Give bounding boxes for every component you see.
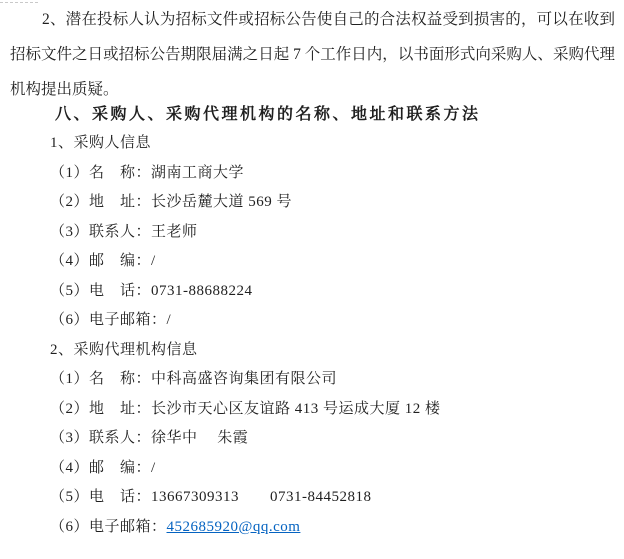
agency-address-row: （2）地 址：长沙市天心区友谊路 413 号运成大厦 12 楼	[50, 400, 441, 417]
purchaser-name-row: （1）名 称：湖南工商大学	[50, 164, 245, 181]
page-edge-artifact	[0, 2, 38, 3]
document-page	[0, 2, 624, 542]
intro-paragraph: 2、潜在投标人认为招标文件或招标公告使自己的合法权益受到损害的，可以在收到招标文件之日或招标公告期限届满之日起 7 个工作日内，以书面形式向采购人、采购代理机构提出质疑。	[10, 11, 615, 98]
agency-phone-row: （5）电 话：13667309313 0731-84452818	[50, 489, 372, 505]
purchaser-email-row: （6）电子邮箱：/	[50, 312, 172, 328]
agency-email-link[interactable]: 452685920@qq.com	[166, 518, 301, 535]
agency-email-label: （6）电子邮箱：	[50, 518, 167, 535]
section-heading: 八、采购人、采购代理机构的名称、地址和联系方法	[55, 106, 481, 123]
contact-info-list	[50, 129, 624, 542]
agency-name-row: （1）名 称：中科高盛咨询集团有限公司	[50, 371, 338, 387]
purchaser-phone-row: （5）电 话：0731-88688224	[50, 282, 253, 299]
agency-contact-row: （3）联系人：徐华中 朱霞	[50, 430, 249, 446]
purchaser-info-title: 1、采购人信息	[50, 135, 152, 151]
purchaser-postcode-row: （4）邮 编：/	[50, 253, 156, 269]
purchaser-contact-row: （3）联系人：王老师	[50, 223, 198, 240]
purchaser-address-row: （2）地 址：长沙岳麓大道 569 号	[50, 194, 293, 210]
agency-email-row	[50, 513, 624, 543]
agency-info-title: 2、采购代理机构信息	[50, 341, 198, 358]
agency-postcode-row: （4）邮 编：/	[50, 459, 156, 476]
